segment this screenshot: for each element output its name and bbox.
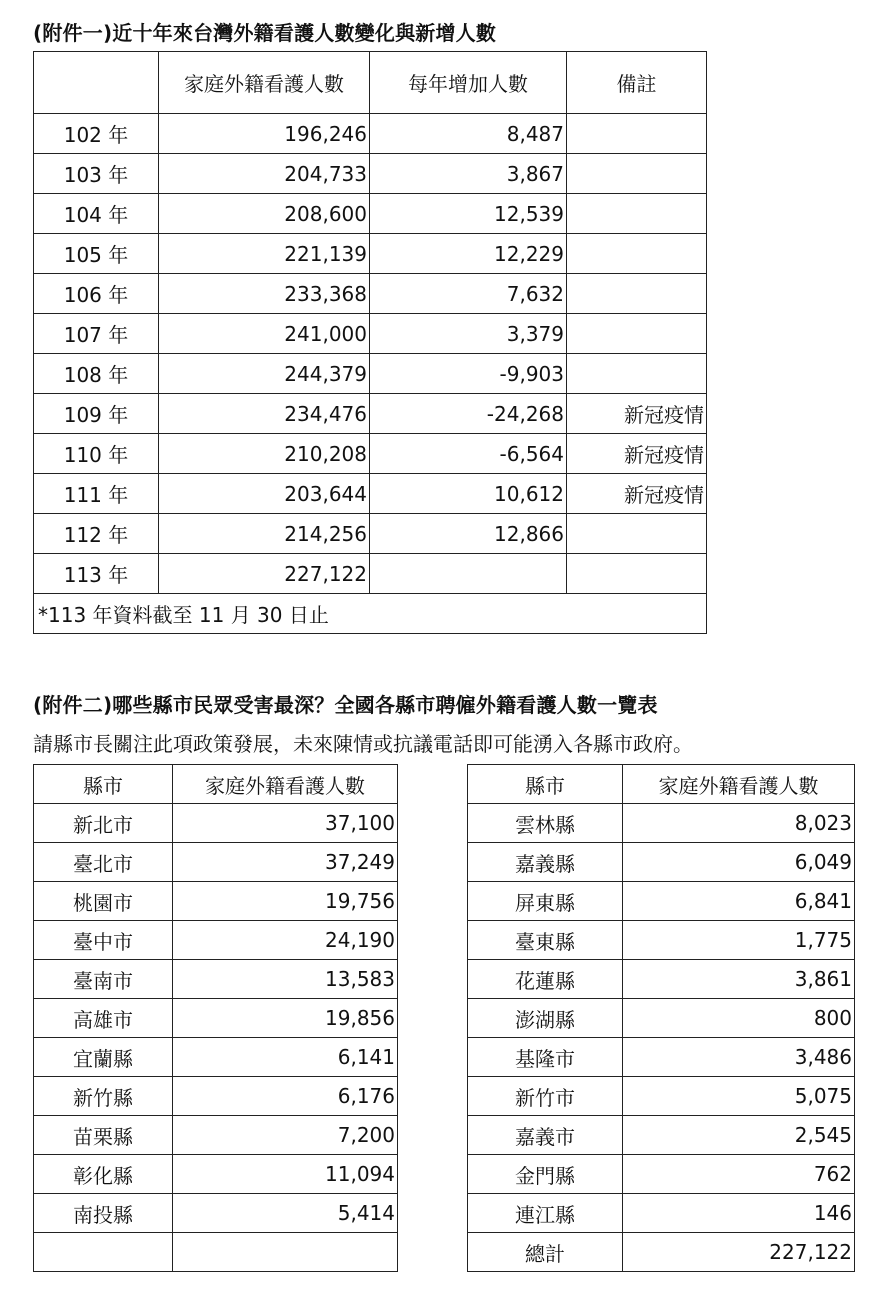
table-row — [468, 960, 855, 999]
caregiver-count-cell: 3,486 — [623, 1038, 855, 1077]
caregiver-count-cell: 241,000 — [159, 314, 370, 354]
caregiver-trend-body — [34, 114, 707, 594]
table-row — [34, 194, 707, 234]
table-row — [34, 474, 707, 514]
table-header-row — [34, 52, 707, 114]
city-table-right-body — [468, 804, 855, 1272]
caregiver-count-cell: 227,122 — [623, 1233, 855, 1272]
year-cell: 107 年 — [34, 314, 159, 354]
note-cell: 新冠疫情 — [567, 474, 707, 514]
table-row — [34, 514, 707, 554]
caregiver-count-cell: 6,841 — [623, 882, 855, 921]
table-row — [468, 921, 855, 960]
city-cell: 雲林縣 — [468, 804, 623, 843]
city-cell: 澎湖縣 — [468, 999, 623, 1038]
annual-increase-cell: -24,268 — [370, 394, 567, 434]
caregiver-count-cell: 5,414 — [173, 1194, 398, 1233]
footnote: *113 年資料截至 11 月 30 日止 — [34, 594, 707, 634]
city-cell: 金門縣 — [468, 1155, 623, 1194]
table-row — [34, 1077, 398, 1116]
caregiver-count-cell: 19,756 — [173, 882, 398, 921]
year-cell: 108 年 — [34, 354, 159, 394]
city-cell: 高雄市 — [34, 999, 173, 1038]
year-cell: 113 年 — [34, 554, 159, 594]
header-city: 縣市 — [34, 765, 173, 804]
caregiver-count-cell: 3,861 — [623, 960, 855, 999]
table-row — [468, 1194, 855, 1233]
note-cell — [567, 234, 707, 274]
caregiver-count-cell: 6,141 — [173, 1038, 398, 1077]
caregiver-count-cell: 146 — [623, 1194, 855, 1233]
caregiver-count-cell: 5,075 — [623, 1077, 855, 1116]
note-cell — [567, 514, 707, 554]
year-cell: 112 年 — [34, 514, 159, 554]
city-cell: 苗栗縣 — [34, 1116, 173, 1155]
city-table-right — [467, 764, 855, 1272]
caregiver-count-cell: 234,476 — [159, 394, 370, 434]
caregiver-count-cell: 210,208 — [159, 434, 370, 474]
year-cell: 110 年 — [34, 434, 159, 474]
table-row — [34, 1155, 398, 1194]
header-caregiver-count: 家庭外籍看護人數 — [173, 765, 398, 804]
note-cell — [567, 114, 707, 154]
table-row — [34, 1194, 398, 1233]
caregiver-count-cell: 196,246 — [159, 114, 370, 154]
annual-increase-cell: 12,539 — [370, 194, 567, 234]
table-row — [34, 314, 707, 354]
appendix2-title: (附件二)哪些縣市民眾受害最深？全國各縣市聘僱外籍看護人數一覽表 — [33, 693, 658, 717]
city-cell: 臺中市 — [34, 921, 173, 960]
caregiver-count-cell — [173, 1233, 398, 1272]
table-row — [34, 1038, 398, 1077]
table-row — [468, 1116, 855, 1155]
header-city: 縣市 — [468, 765, 623, 804]
table-row — [34, 274, 707, 314]
annual-increase-cell: -9,903 — [370, 354, 567, 394]
caregiver-count-cell: 19,856 — [173, 999, 398, 1038]
annual-increase-cell: 10,612 — [370, 474, 567, 514]
city-cell: 屏東縣 — [468, 882, 623, 921]
table-row — [468, 843, 855, 882]
caregiver-count-cell: 227,122 — [159, 554, 370, 594]
table-row — [34, 921, 398, 960]
caregiver-count-cell: 6,176 — [173, 1077, 398, 1116]
table-row — [34, 234, 707, 274]
year-cell: 102 年 — [34, 114, 159, 154]
caregiver-count-cell: 208,600 — [159, 194, 370, 234]
city-cell: 臺北市 — [34, 843, 173, 882]
table-row — [468, 1233, 855, 1272]
city-cell: 嘉義市 — [468, 1116, 623, 1155]
table-header-row — [34, 765, 398, 804]
caregiver-count-cell: 233,368 — [159, 274, 370, 314]
city-cell: 南投縣 — [34, 1194, 173, 1233]
table-row — [34, 882, 398, 921]
city-cell — [34, 1233, 173, 1272]
city-cell: 宜蘭縣 — [34, 1038, 173, 1077]
city-cell: 新竹市 — [468, 1077, 623, 1116]
year-cell: 105 年 — [34, 234, 159, 274]
footnote-row — [34, 594, 707, 634]
caregiver-count-cell: 214,256 — [159, 514, 370, 554]
city-table-left — [33, 764, 398, 1272]
annual-increase-cell: 3,379 — [370, 314, 567, 354]
annual-increase-cell: 12,866 — [370, 514, 567, 554]
city-cell: 基隆市 — [468, 1038, 623, 1077]
header-annual-increase: 每年增加人數 — [370, 52, 567, 114]
annual-increase-cell: -6,564 — [370, 434, 567, 474]
table-row — [34, 1233, 398, 1272]
table-row — [468, 999, 855, 1038]
city-cell: 臺東縣 — [468, 921, 623, 960]
year-cell: 106 年 — [34, 274, 159, 314]
table-row — [34, 394, 707, 434]
table-row — [34, 804, 398, 843]
caregiver-count-cell: 762 — [623, 1155, 855, 1194]
annual-increase-cell — [370, 554, 567, 594]
table-row — [34, 1116, 398, 1155]
table-row — [468, 1038, 855, 1077]
table-row — [34, 434, 707, 474]
annual-increase-cell: 12,229 — [370, 234, 567, 274]
table-row — [468, 1155, 855, 1194]
caregiver-count-cell: 221,139 — [159, 234, 370, 274]
city-cell: 連江縣 — [468, 1194, 623, 1233]
table-row — [34, 843, 398, 882]
note-cell — [567, 354, 707, 394]
table-row — [468, 804, 855, 843]
note-cell: 新冠疫情 — [567, 434, 707, 474]
city-cell: 臺南市 — [34, 960, 173, 999]
note-cell — [567, 274, 707, 314]
caregiver-count-cell: 37,249 — [173, 843, 398, 882]
caregiver-count-cell: 800 — [623, 999, 855, 1038]
caregiver-count-cell: 204,733 — [159, 154, 370, 194]
year-cell: 104 年 — [34, 194, 159, 234]
table-row — [34, 354, 707, 394]
caregiver-count-cell: 6,049 — [623, 843, 855, 882]
caregiver-count-cell: 37,100 — [173, 804, 398, 843]
table-row — [468, 882, 855, 921]
city-cell: 嘉義縣 — [468, 843, 623, 882]
annual-increase-cell: 7,632 — [370, 274, 567, 314]
note-cell — [567, 554, 707, 594]
appendix1-title: (附件一)近十年來台灣外籍看護人數變化與新增人數 — [33, 21, 497, 45]
table-row — [34, 999, 398, 1038]
city-cell: 桃園市 — [34, 882, 173, 921]
city-cell: 新北市 — [34, 804, 173, 843]
header-note: 備註 — [567, 52, 707, 114]
header-caregiver-count: 家庭外籍看護人數 — [623, 765, 855, 804]
year-cell: 109 年 — [34, 394, 159, 434]
caregiver-trend-table — [33, 51, 707, 634]
caregiver-count-cell: 1,775 — [623, 921, 855, 960]
table-row — [34, 960, 398, 999]
caregiver-count-cell: 203,644 — [159, 474, 370, 514]
table-header-row — [468, 765, 855, 804]
city-cell: 總計 — [468, 1233, 623, 1272]
table-row — [34, 114, 707, 154]
table-row — [34, 154, 707, 194]
annual-increase-cell: 3,867 — [370, 154, 567, 194]
note-cell — [567, 154, 707, 194]
table-row — [468, 1077, 855, 1116]
year-cell: 111 年 — [34, 474, 159, 514]
caregiver-count-cell: 8,023 — [623, 804, 855, 843]
appendix2-subtitle: 請縣市長關注此項政策發展，未來陳情或抗議電話即可能湧入各縣市政府。 — [33, 732, 693, 756]
city-table-left-body — [34, 804, 398, 1272]
table-row — [34, 554, 707, 594]
note-cell — [567, 314, 707, 354]
caregiver-count-cell: 244,379 — [159, 354, 370, 394]
caregiver-count-cell: 24,190 — [173, 921, 398, 960]
header-caregiver-count: 家庭外籍看護人數 — [159, 52, 370, 114]
caregiver-count-cell: 2,545 — [623, 1116, 855, 1155]
caregiver-count-cell: 7,200 — [173, 1116, 398, 1155]
caregiver-count-cell: 13,583 — [173, 960, 398, 999]
city-cell: 花蓮縣 — [468, 960, 623, 999]
note-cell — [567, 194, 707, 234]
header-year — [34, 52, 159, 114]
caregiver-count-cell: 11,094 — [173, 1155, 398, 1194]
annual-increase-cell: 8,487 — [370, 114, 567, 154]
city-cell: 彰化縣 — [34, 1155, 173, 1194]
year-cell: 103 年 — [34, 154, 159, 194]
note-cell: 新冠疫情 — [567, 394, 707, 434]
city-cell: 新竹縣 — [34, 1077, 173, 1116]
